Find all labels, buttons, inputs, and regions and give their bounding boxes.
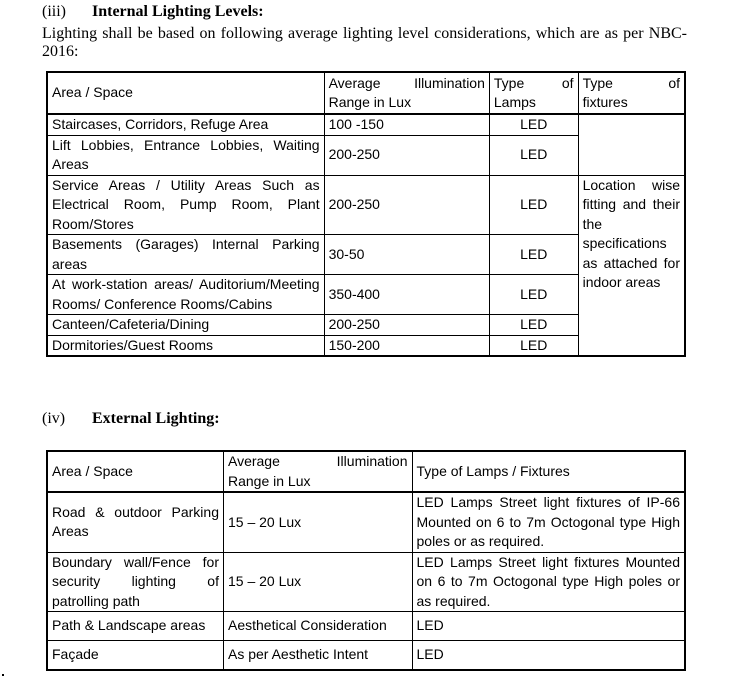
- fixtures-note: Location wise fitting and their the specifications as attached for indoor areas: [578, 175, 685, 356]
- header-illumination: Average Illumination Range in Lux: [223, 451, 412, 492]
- table-row: Dormitories/Guest Rooms 150-200 LED: [47, 335, 685, 356]
- internal-lighting-table: [46, 71, 686, 357]
- table-row: Lift Lobbies, Entrance Lobbies, Waiting Areas 200-250 LED: [47, 135, 685, 175]
- table-row: Basements (Garages) Internal Parking areas 30-50 LED: [47, 235, 685, 275]
- table-header-row: [47, 451, 685, 492]
- table-row: Staircases, Corridors, Refuge Area 100 -150 LED: [47, 114, 685, 135]
- external-lighting-table: [46, 450, 686, 671]
- section-number: (iii): [42, 3, 66, 20]
- header-area: Area / Space: [47, 72, 324, 114]
- margin-mark: [2, 674, 4, 676]
- header-lamps: Type of Lamps / Fixtures: [412, 451, 685, 492]
- section-title: External Lighting:: [92, 410, 220, 427]
- header-lamps: Type of Lamps: [489, 72, 578, 114]
- header-area: Area / Space: [47, 451, 223, 492]
- table-row: Boundary wall/Fence for security lighting of patrolling path 15 – 20 Lux LED Lamps Street light fixtures Mounted on 6 to 7m Octogonal type High poles or as required.: [47, 552, 685, 612]
- intro-paragraph: Lighting shall be based on following average lighting level considerations, which are as per NBC-2016:: [42, 25, 687, 60]
- section-title: Internal Lighting Levels:: [92, 3, 264, 20]
- section-number: (iv): [42, 410, 66, 427]
- table-row: Road & outdoor Parking Areas 15 – 20 Lux LED Lamps Street light fixtures of IP-66 Mounted on 6 to 7m Octogonal type High poles or as required.: [47, 492, 685, 552]
- table-row: At work-station areas/ Auditorium/Meeting Rooms/ Conference Rooms/Cabins 350-400 LED: [47, 275, 685, 315]
- section-heading-external: [42, 410, 220, 428]
- table-row: Canteen/Cafeteria/Dining 200-250 LED: [47, 315, 685, 336]
- table-row: Façade As per Aesthetic Intent LED: [47, 641, 685, 670]
- header-fixtures: Type of fixtures: [578, 72, 685, 114]
- table-row: Service Areas / Utility Areas Such as Electrical Room, Pump Room, Plant Room/Stores 200-250 LED Location wise fitting and their the specifications as attached for indoor areas: [47, 175, 685, 235]
- table-header-row: [47, 72, 685, 114]
- section-heading-internal: [42, 3, 264, 21]
- header-illumination: Average Illumination Range in Lux: [324, 72, 489, 114]
- table-row: Path & Landscape areas Aesthetical Consideration LED: [47, 612, 685, 641]
